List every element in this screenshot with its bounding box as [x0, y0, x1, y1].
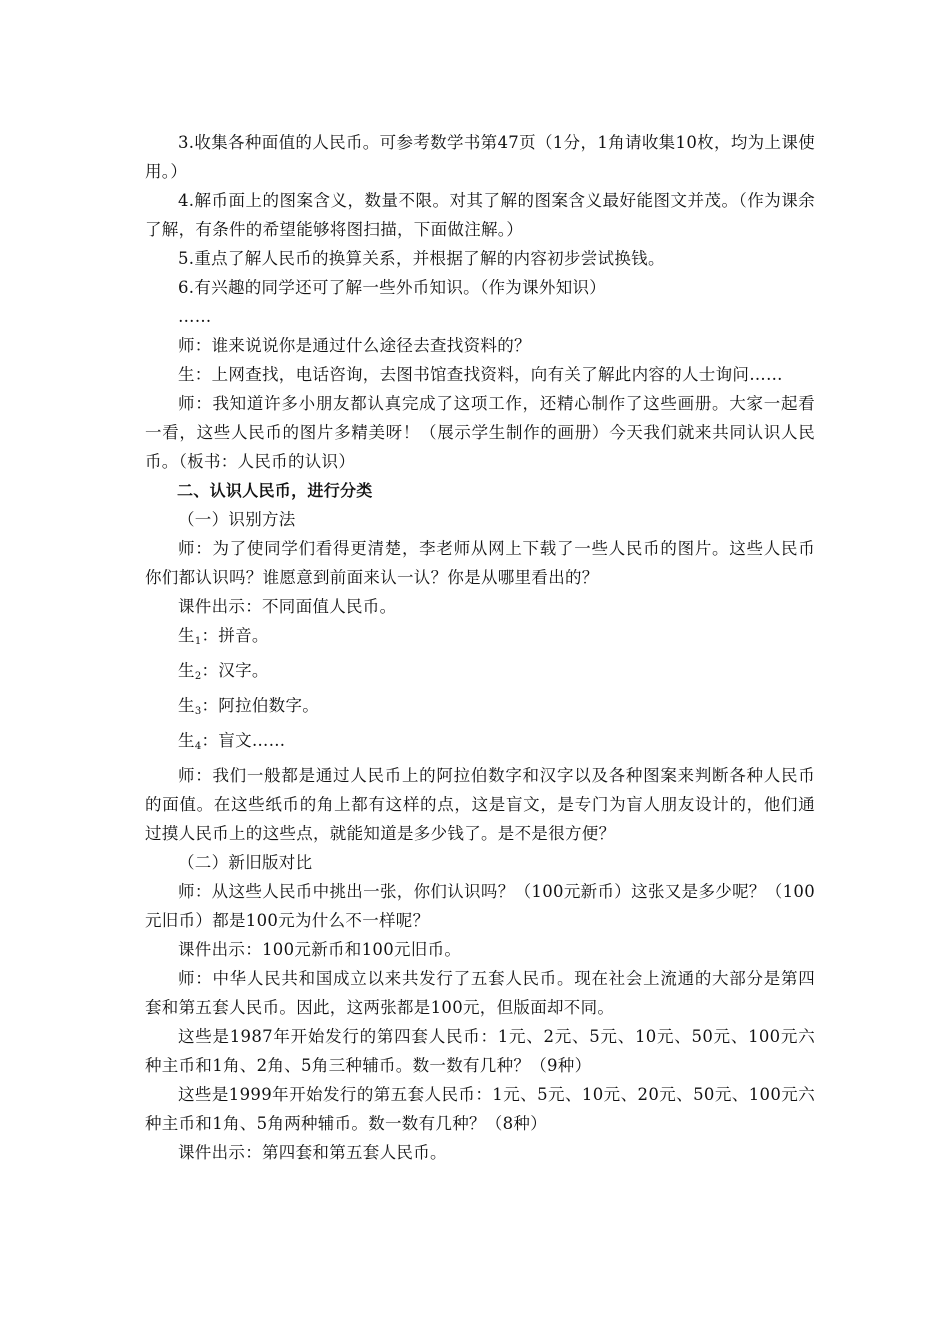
- student-4-answer: 生$_4$：盲文……: [178, 731, 286, 752]
- teacher-download-images: 师：为了使同学们看得更清楚，李老师从网上下载了一些人民币的图片。这些人民币你们都认识吗？谁愿意到前面来认一认？你是从哪里看出的？: [145, 539, 815, 587]
- student-3-answer: 生$_3$：阿拉伯数字。: [178, 696, 320, 717]
- fifth-series-description: 这些是1999年开始发行的第五套人民币：1元、5元、10元、20元、50元、100元六种主币和1角、5角两种辅币。数一数有几种？（8种）: [145, 1085, 815, 1133]
- teacher-intro-albums: 师：我知道许多小朋友都认真完成了这项工作，还精心制作了这些画册。大家一起看一看，这些人民币的图片多精美呀！（展示学生制作的画册）今天我们就来共同认识人民币。（板书：人民币的认识）: [145, 394, 815, 471]
- paragraph-item-3: 3.收集各种面值的人民币。可参考数学书第47页（1分，1角请收集10枚，均为上课使用。）: [145, 133, 815, 181]
- paragraph-item-6: 6.有兴趣的同学还可了解一些外币知识。（作为课外知识）: [178, 278, 607, 297]
- teacher-five-series: 师：中华人民共和国成立以来共发行了五套人民币。现在社会上流通的大部分是第四套和第五套人民币。因此，这两张都是100元，但版面却不同。: [145, 969, 815, 1017]
- student-2-answer: 生$_2$：汉字。: [178, 661, 269, 682]
- section-heading-2: 二、认识人民币，进行分类: [177, 481, 373, 500]
- courseware-display-series: 课件出示：第四套和第五套人民币。: [178, 1143, 447, 1162]
- student-1-answer: 生$_1$：拼音。: [178, 626, 269, 647]
- courseware-display-denominations: 课件出示：不同面值人民币。: [178, 597, 397, 616]
- ellipsis-line: ……: [178, 307, 212, 326]
- paragraph-item-5: 5.重点了解人民币的换算关系，并根据了解的内容初步尝试换钱。: [178, 249, 665, 268]
- student-answer-sources: 生：上网查找，电话咨询，去图书馆查找资料，向有关了解此内容的人士询问……: [178, 365, 783, 384]
- courseware-display-100-yuan: 课件出示：100元新币和100元旧币。: [178, 940, 462, 959]
- fourth-series-description: 这些是1987年开始发行的第四套人民币：1元、2元、5元、10元、50元、100元六种主币和1角、2角、5角三种辅币。数一数有几种？（9种）: [145, 1027, 815, 1075]
- teacher-braille-explanation: 师：我们一般都是通过人民币上的阿拉伯数字和汉字以及各种图案来判断各种人民币的面值。在这些纸币的角上都有这样的点，这是盲文，是专门为盲人朋友设计的，他们通过摸人民币上的这些点，就能知道是多少钱了。是不是很方便？: [145, 766, 815, 843]
- paragraph-item-4: 4.解币面上的图案含义，数量不限。对其了解的图案含义最好能图文并茂。（作为课余了解，有条件的希望能够将图扫描，下面做注解。）: [145, 191, 815, 239]
- teacher-question-sources: 师：谁来说说你是通过什么途径去查找资料的？: [178, 336, 531, 355]
- teacher-pick-one: 师：从这些人民币中挑出一张，你们认识吗？（100元新币）这张又是多少呢？（100元旧币）都是100元为什么不一样呢？: [145, 882, 815, 930]
- subsection-identify-methods: （一）识别方法: [178, 510, 296, 529]
- document-page: [145, 128, 815, 1167]
- subsection-old-new-comparison: （二）新旧版对比: [178, 853, 313, 872]
